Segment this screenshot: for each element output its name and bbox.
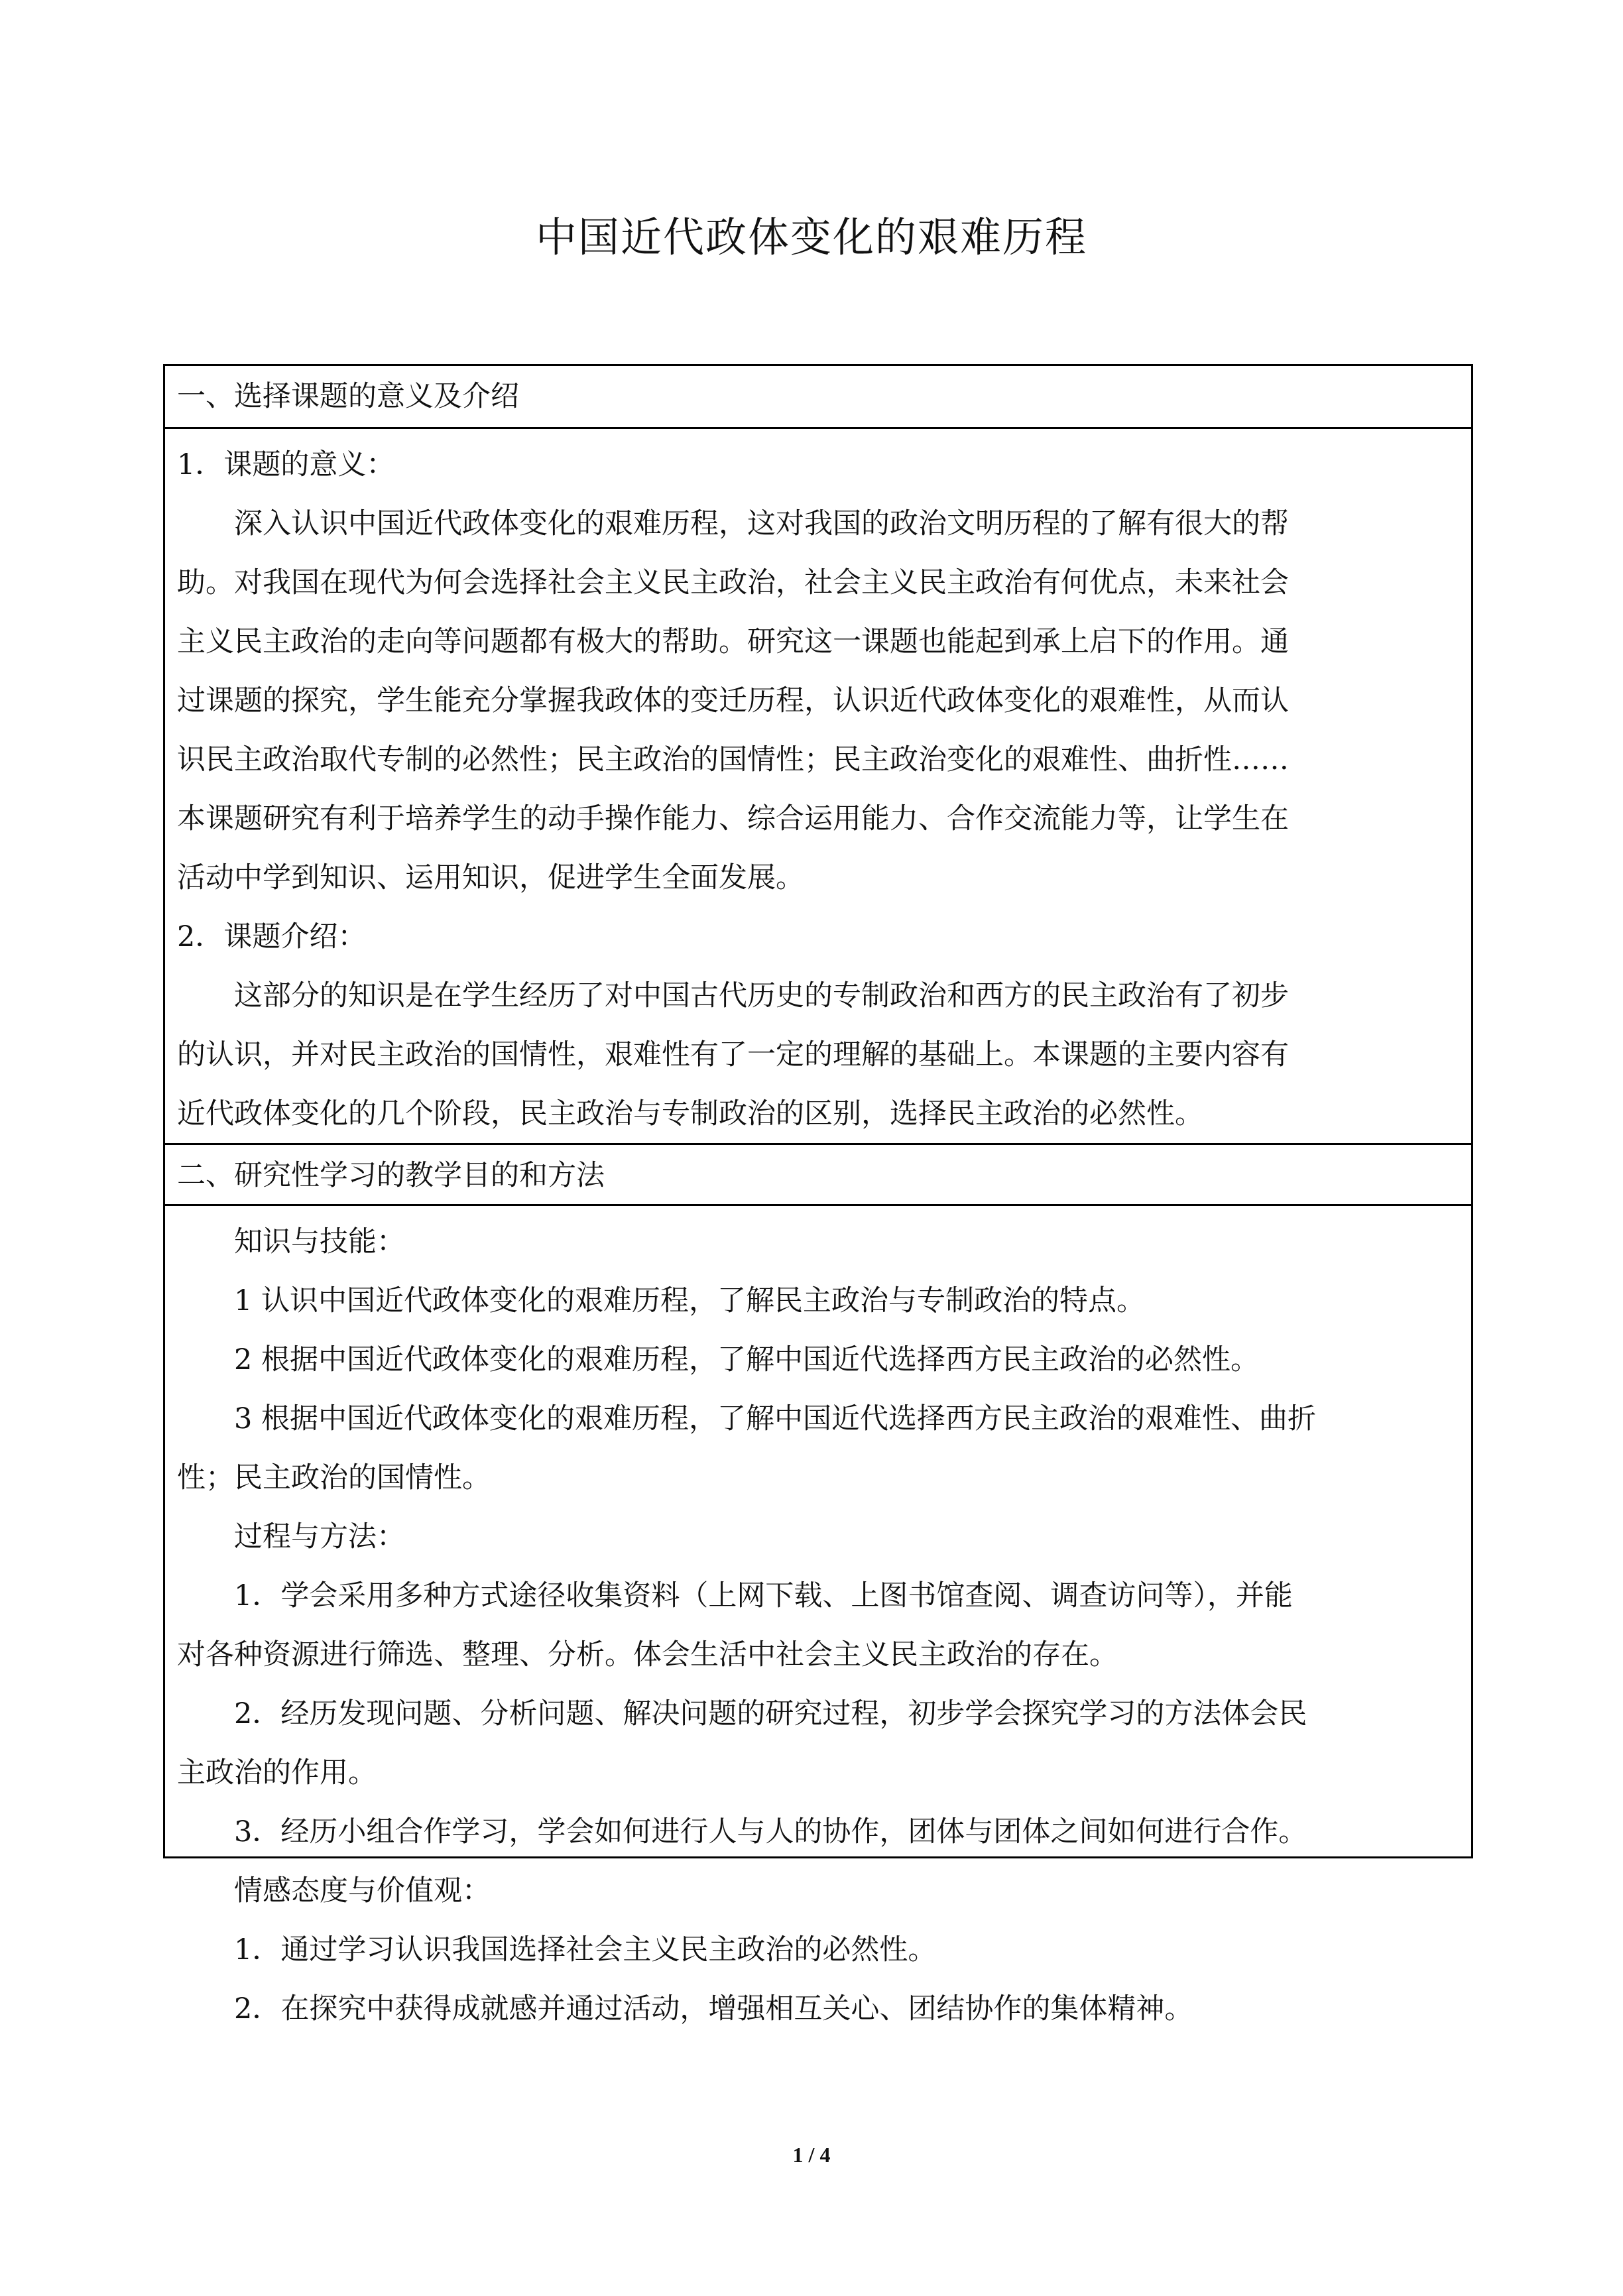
paragraph-line: 主义民主政治的走向等问题都有极大的帮助。研究这一课题也能起到承上启下的作用。通	[177, 625, 1289, 658]
paragraph-line: 这部分的知识是在学生经历了对中国古代历史的专制政治和西方的民主政治有了初步	[234, 979, 1289, 1012]
paragraph-line: 1．通过学习认识我国选择社会主义民主政治的必然性。	[234, 1933, 937, 1966]
paragraph-line: 的认识，并对民主政治的国情性，艰难性有了一定的理解的基础上。本课题的主要内容有	[177, 1038, 1289, 1071]
page-number: 1 / 4	[792, 2143, 831, 2167]
paragraph-line: 情感态度与价值观：	[234, 1874, 491, 1907]
section-1-heading: 一、选择课题的意义及介绍	[177, 380, 519, 413]
paragraph-line: 2 根据中国近代政体变化的艰难历程，了解中国近代选择西方民主政治的必然性。	[234, 1343, 1260, 1376]
paragraph-line: 助。对我国在现代为何会选择社会主义民主政治，社会主义民主政治有何优点，未来社会	[177, 566, 1289, 599]
paragraph-line: 2．课题介绍：	[177, 920, 367, 953]
paragraph-line: 深入认识中国近代政体变化的艰难历程，这对我国的政治文明历程的了解有很大的帮	[234, 507, 1289, 540]
paragraph-line: 主政治的作用。	[177, 1756, 377, 1789]
content-table	[163, 364, 1473, 2025]
paragraph-line: 2．经历发现问题、分析问题、解决问题的研究过程，初步学会探究学习的方法体会民	[234, 1697, 1307, 1730]
paragraph-line: 2．在探究中获得成就感并通过活动，增强相互关心、团结协作的集体精神。	[234, 1992, 1193, 2025]
paragraph-line: 3．经历小组合作学习，学会如何进行人与人的协作，团体与团体之间如何进行合作。	[234, 1815, 1307, 1848]
document-title: 中国近代政体变化的艰难历程	[535, 213, 1087, 261]
paragraph-line: 近代政体变化的几个阶段，民主政治与专制政治的区别，选择民主政治的必然性。	[177, 1097, 1203, 1130]
paragraph-line: 1．学会采用多种方式途径收集资料（上网下载、上图书馆查阅、调查访问等），并能	[234, 1579, 1293, 1612]
section-2-heading: 二、研究性学习的教学目的和方法	[165, 1143, 1471, 1204]
section-1-body	[165, 427, 1471, 1143]
paragraph-line: 过课题的探究，学生能充分掌握我政体的变迁历程，认识近代政体变化的艰难性，从而认	[177, 684, 1289, 717]
paragraph-line: 对各种资源进行筛选、整理、分析。体会生活中社会主义民主政治的存在。	[177, 1638, 1118, 1671]
paragraph-line: 本课题研究有利于培养学生的动手操作能力、综合运用能力、合作交流能力等，让学生在	[177, 802, 1289, 835]
paragraph-line: 识民主政治取代专制的必然性；民主政治的国情性；民主政治变化的艰难性、曲折性……	[177, 743, 1289, 776]
paragraph-line: 1 认识中国近代政体变化的艰难历程，了解民主政治与专制政治的特点。	[234, 1284, 1146, 1317]
paragraph-line: 过程与方法：	[234, 1520, 405, 1553]
paragraph-line: 活动中学到知识、运用知识，促进学生全面发展。	[177, 861, 804, 894]
paragraph-line: 性；民主政治的国情性。	[177, 1461, 491, 1494]
paragraph-line: 1．课题的意义：	[177, 448, 395, 481]
paragraph-line: 知识与技能：	[234, 1225, 405, 1258]
section-2-body	[165, 1204, 1471, 2025]
paragraph-line: 3 根据中国近代政体变化的艰难历程，了解中国近代选择西方民主政治的艰难性、曲折	[234, 1402, 1317, 1435]
